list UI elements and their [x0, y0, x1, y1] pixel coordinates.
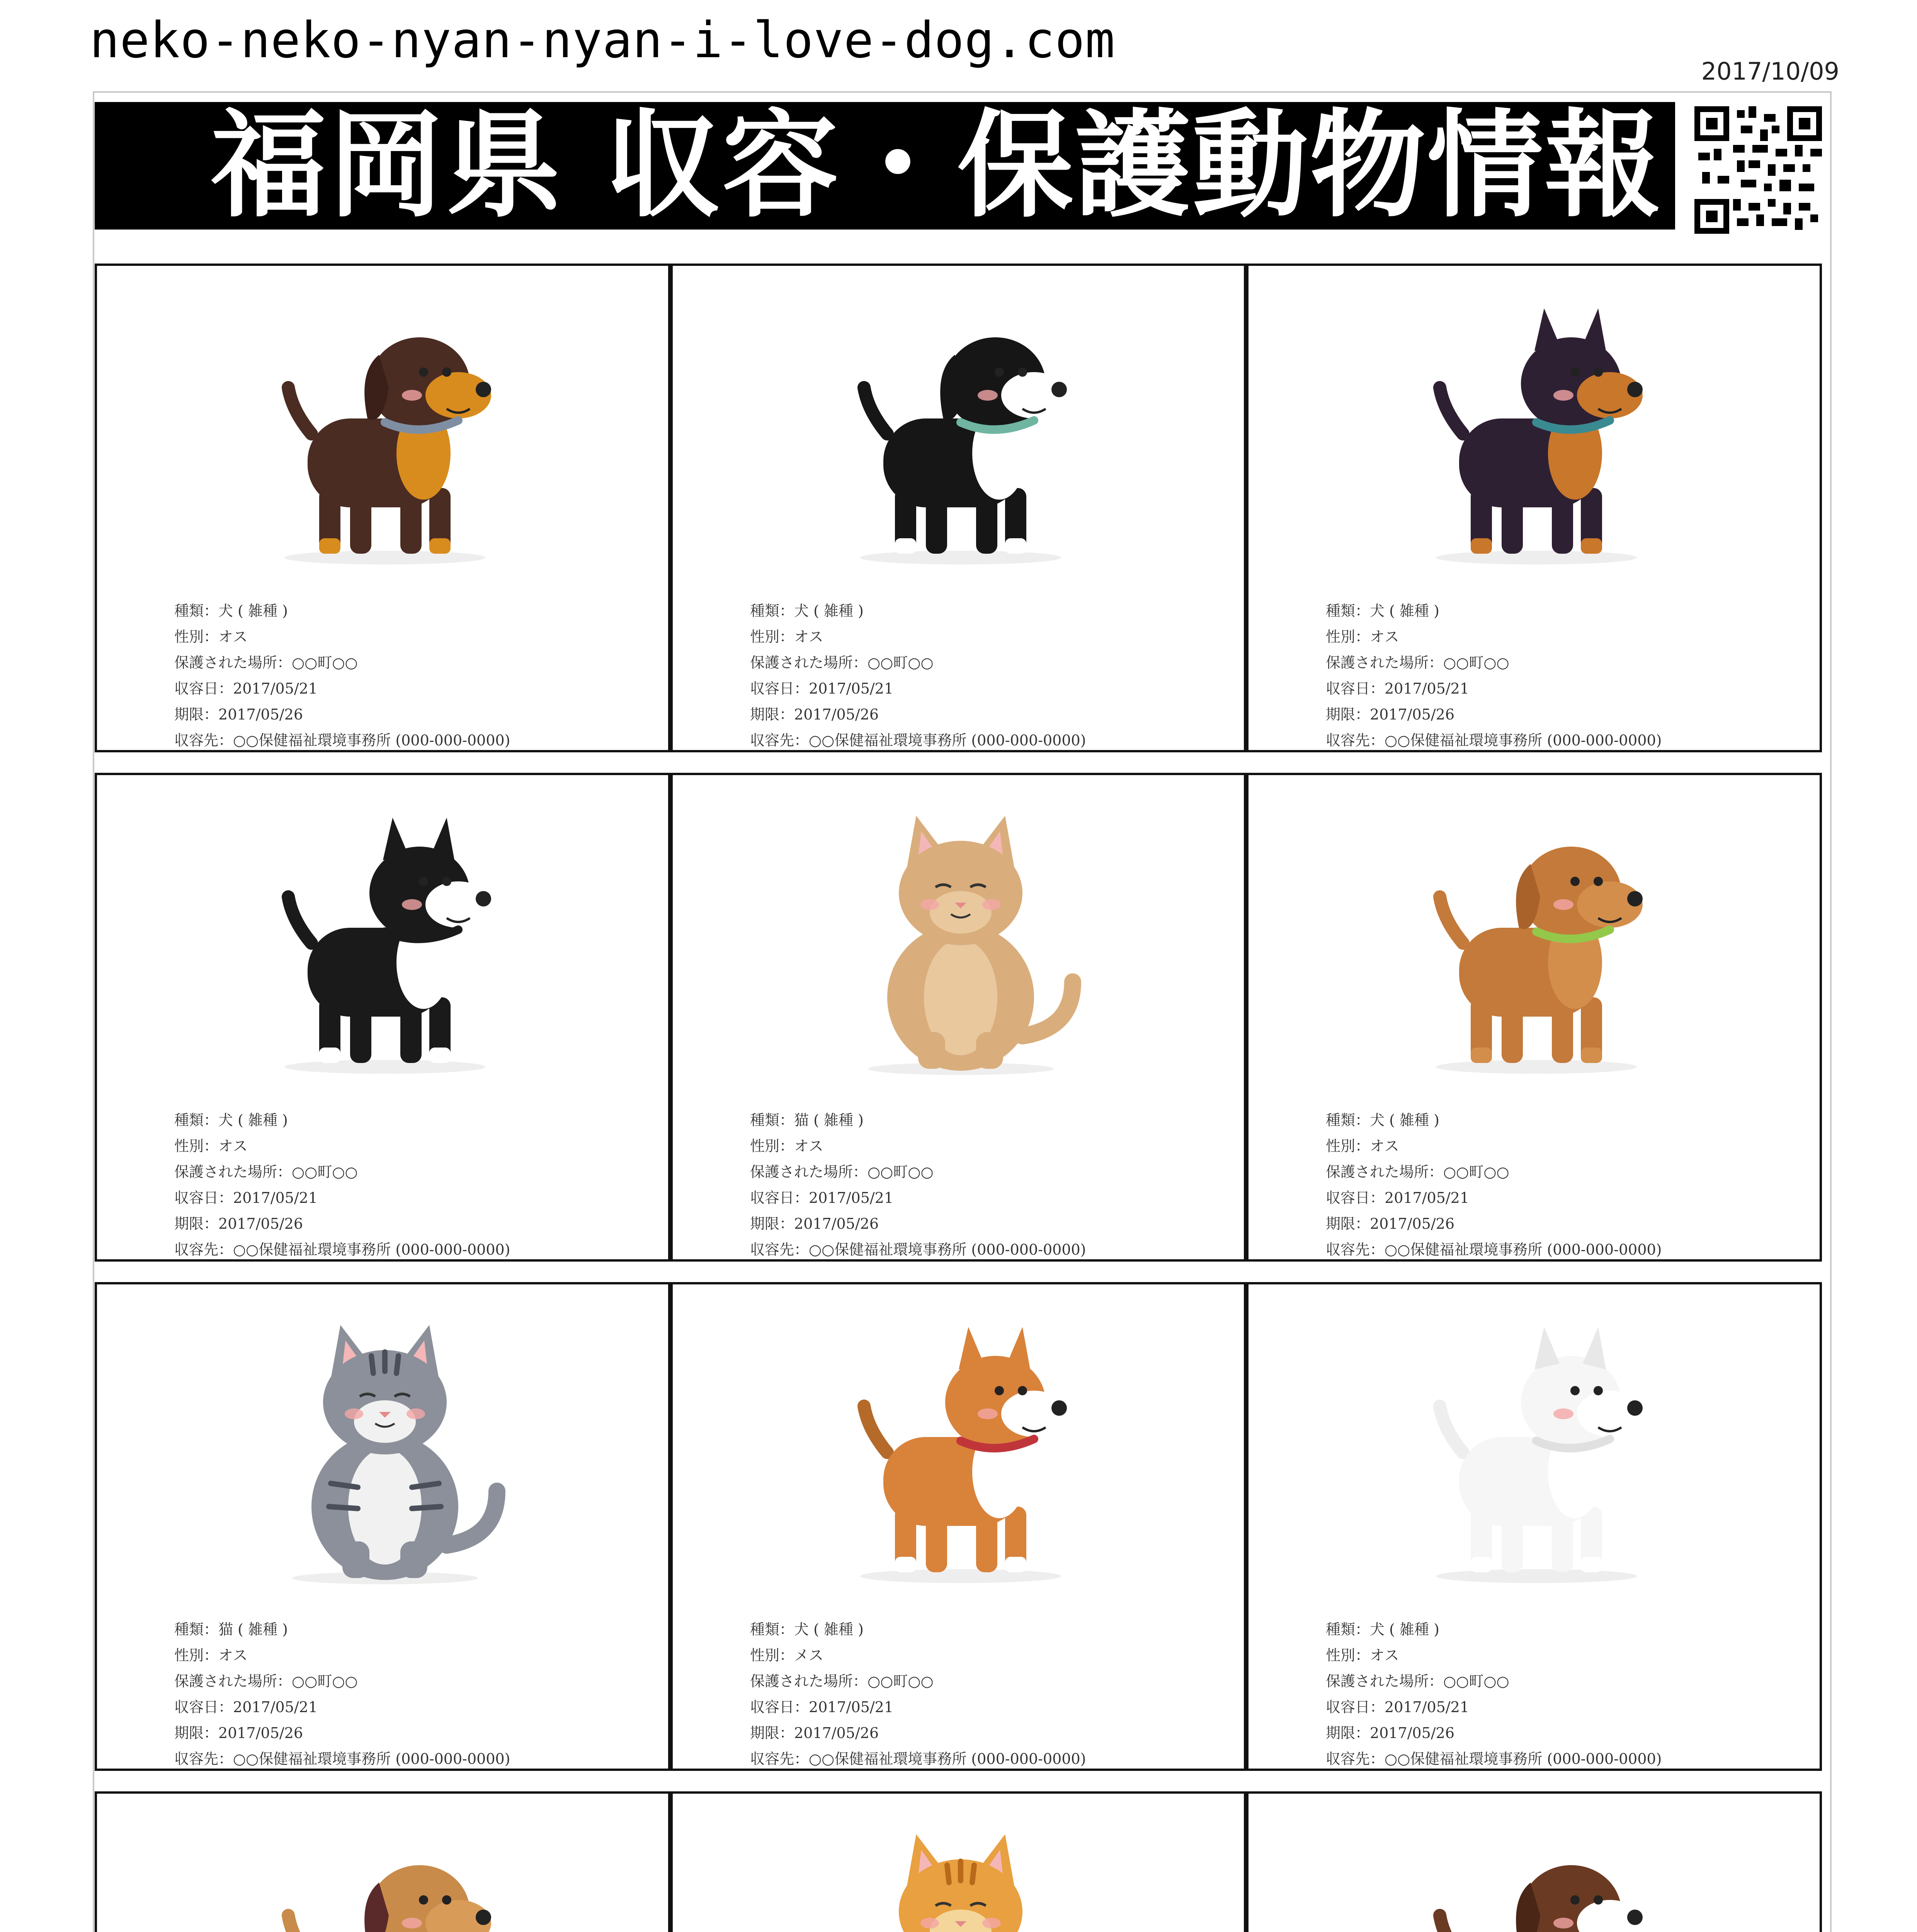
info-label: 種類： [174, 1621, 219, 1638]
info-place [750, 650, 1241, 676]
animal-card [670, 1791, 1246, 1932]
info-species [174, 1617, 665, 1643]
info-species [1326, 598, 1817, 624]
info-value: ○○保健福祉環境事務所 (000-000-0000) [1385, 732, 1662, 749]
info-label: 性別： [174, 1647, 219, 1664]
info-value: 2017/05/26 [218, 1725, 303, 1742]
info-contact [174, 1746, 665, 1772]
info-label: 収容先： [750, 732, 809, 749]
animal-info [1326, 1107, 1817, 1263]
animal-info [750, 598, 1241, 753]
info-value: 猫 ( 雑種 ) [218, 1621, 288, 1638]
info-label: 性別： [750, 628, 794, 645]
info-label: 期限： [1326, 706, 1370, 723]
info-sex [174, 1643, 665, 1668]
info-label: 性別： [750, 1138, 794, 1155]
boston-terrier-illustration [230, 781, 539, 1082]
info-deadline [1326, 1720, 1817, 1746]
animal-info [174, 1107, 665, 1263]
info-species [1326, 1617, 1817, 1643]
info-place [750, 1668, 1241, 1694]
info-value: メス [794, 1647, 824, 1664]
animal-card [95, 773, 670, 1262]
info-value: ○○保健福祉環境事務所 (000-000-0000) [809, 1241, 1086, 1258]
info-deadline [750, 1211, 1241, 1237]
animal-info [1326, 1617, 1817, 1772]
info-intake [750, 1185, 1241, 1211]
animal-info [750, 1617, 1241, 1772]
info-value: 犬 ( 雑種 ) [1370, 1112, 1439, 1129]
info-value: ○○保健福祉環境事務所 (000-000-0000) [1385, 1750, 1662, 1767]
info-label: 期限： [1326, 1725, 1370, 1742]
basset-hound-illustration [1382, 1799, 1691, 1932]
info-intake [1326, 1185, 1817, 1211]
info-value: ○○保健福祉環境事務所 (000-000-0000) [809, 1750, 1086, 1767]
info-value: 犬 ( 雑種 ) [1370, 602, 1439, 619]
info-value: ○○町○○ [292, 1163, 358, 1180]
info-place [1326, 650, 1817, 676]
info-sex [1326, 1133, 1817, 1159]
info-value: ○○保健福祉環境事務所 (000-000-0000) [233, 1241, 510, 1258]
info-label: 種類： [1326, 1621, 1370, 1638]
info-label: 保護された場所： [1326, 1163, 1444, 1180]
info-label: 収容先： [174, 732, 233, 749]
info-sex [1326, 624, 1817, 650]
info-value: 2017/05/26 [794, 1725, 879, 1742]
info-species [1326, 1107, 1817, 1133]
info-value: 犬 ( 雑種 ) [218, 602, 288, 619]
animal-card [1246, 773, 1822, 1262]
info-label: 収容先： [1326, 732, 1385, 749]
info-place [174, 650, 665, 676]
info-label: 性別： [1326, 628, 1370, 645]
info-label: 保護された場所： [750, 1163, 868, 1180]
info-label: 種類： [750, 1112, 794, 1129]
info-value: オス [1370, 628, 1399, 645]
animal-card [95, 1791, 670, 1932]
info-label: 性別： [1326, 1647, 1370, 1664]
info-intake [174, 676, 665, 702]
info-value: 2017/05/21 [233, 1699, 318, 1716]
info-value: ○○町○○ [292, 654, 358, 671]
info-label: 収容日： [174, 680, 233, 697]
info-species [174, 598, 665, 624]
info-deadline [174, 1720, 665, 1746]
animal-info [750, 1107, 1241, 1263]
animal-card [1246, 1282, 1822, 1771]
info-label: 性別： [174, 1138, 219, 1155]
info-value: オス [218, 1138, 248, 1155]
rottweiler-illustration [230, 272, 539, 573]
info-intake [750, 1694, 1241, 1720]
info-sex [174, 1133, 665, 1159]
info-label: 保護された場所： [174, 654, 292, 671]
info-label: 性別： [1326, 1138, 1370, 1155]
info-value: 2017/05/26 [218, 706, 303, 723]
info-contact [1326, 728, 1817, 753]
info-value: 2017/05/21 [233, 1189, 318, 1206]
info-value: ○○町○○ [1443, 654, 1509, 671]
info-species [750, 1617, 1241, 1643]
info-value: 犬 ( 雑種 ) [794, 1621, 864, 1638]
info-label: 期限： [750, 1725, 794, 1742]
info-value: ○○町○○ [1443, 1673, 1509, 1690]
info-deadline [1326, 702, 1817, 728]
page-title: 福岡県 収容・保護動物情報 [95, 102, 1675, 230]
info-label: 保護された場所： [750, 654, 868, 671]
info-value: 2017/05/21 [809, 680, 894, 697]
info-intake [1326, 1694, 1817, 1720]
info-value: 2017/05/26 [794, 706, 879, 723]
info-label: 収容先： [1326, 1241, 1385, 1258]
info-contact [750, 1746, 1241, 1772]
info-value: 犬 ( 雑種 ) [1370, 1621, 1439, 1638]
info-place [1326, 1159, 1817, 1185]
info-label: 期限： [1326, 1215, 1370, 1232]
info-value: オス [218, 1647, 248, 1664]
info-place [1326, 1668, 1817, 1694]
info-value: オス [794, 628, 823, 645]
info-label: 期限： [174, 706, 219, 723]
info-label: 種類： [1326, 1112, 1370, 1129]
info-value: 2017/05/26 [1370, 706, 1455, 723]
brown-floppy-ear-dog-illustration [230, 1799, 539, 1932]
info-sex [750, 1133, 1241, 1159]
info-label: 収容日： [174, 1699, 233, 1716]
info-label: 保護された場所： [1326, 654, 1444, 671]
info-label: 期限： [174, 1725, 219, 1742]
info-value: 2017/05/21 [1385, 1699, 1470, 1716]
info-deadline [750, 1720, 1241, 1746]
akita-dog-illustration [806, 1290, 1115, 1592]
info-value: 2017/05/21 [1385, 1189, 1470, 1206]
info-sex [750, 624, 1241, 650]
info-label: 期限： [750, 1215, 794, 1232]
animal-card [670, 1282, 1246, 1771]
info-value: 2017/05/26 [1370, 1725, 1455, 1742]
info-label: 収容日： [174, 1189, 233, 1206]
samoyed-illustration [1382, 1290, 1691, 1592]
animal-card [95, 264, 670, 752]
info-value: ○○保健福祉環境事務所 (000-000-0000) [809, 732, 1086, 749]
info-sex [1326, 1643, 1817, 1668]
info-place [174, 1668, 665, 1694]
info-label: 保護された場所： [174, 1673, 292, 1690]
info-contact [174, 728, 665, 753]
qr-code-icon [1694, 106, 1822, 234]
info-label: 性別： [750, 1647, 794, 1664]
info-value: 2017/05/21 [809, 1699, 894, 1716]
info-deadline [174, 702, 665, 728]
info-label: 保護された場所： [1326, 1673, 1444, 1690]
info-deadline [174, 1211, 665, 1237]
info-label: 保護された場所： [750, 1673, 868, 1690]
info-label: 種類： [174, 602, 219, 619]
info-intake [750, 676, 1241, 702]
animal-card [1246, 264, 1822, 752]
animal-card [670, 773, 1246, 1262]
info-contact [1326, 1746, 1817, 1772]
animal-info [1326, 598, 1817, 753]
info-species [750, 1107, 1241, 1133]
print-date: 2017/10/09 [1701, 57, 1839, 85]
info-label: 種類： [1326, 602, 1370, 619]
info-value: オス [794, 1138, 823, 1155]
info-value: 2017/05/26 [794, 1215, 879, 1232]
info-label: 収容日： [1326, 1189, 1385, 1206]
info-species [174, 1107, 665, 1133]
info-value: オス [218, 628, 248, 645]
animal-card [1246, 1791, 1822, 1932]
animal-info [174, 598, 665, 753]
info-label: 期限： [174, 1215, 219, 1232]
info-species [750, 598, 1241, 624]
info-label: 収容日： [750, 1699, 809, 1716]
info-label: 収容先： [750, 1750, 809, 1767]
info-label: 性別： [174, 628, 219, 645]
info-label: 収容日： [750, 680, 809, 697]
info-place [174, 1159, 665, 1185]
doberman-illustration [1382, 272, 1691, 573]
info-value: 犬 ( 雑種 ) [794, 602, 864, 619]
info-value: ○○町○○ [292, 1673, 358, 1690]
info-value: オス [1370, 1138, 1399, 1155]
bernese-mountain-dog-illustration [806, 272, 1115, 573]
info-label: 期限： [750, 706, 794, 723]
info-value: 猫 ( 雑種 ) [794, 1112, 864, 1129]
info-label: 収容先： [1326, 1750, 1385, 1767]
info-value: ○○町○○ [867, 654, 934, 671]
info-value: ○○保健福祉環境事務所 (000-000-0000) [233, 1750, 510, 1767]
info-value: 2017/05/21 [1385, 680, 1470, 697]
info-intake [174, 1694, 665, 1720]
info-intake [174, 1185, 665, 1211]
info-sex [750, 1643, 1241, 1668]
info-sex [174, 624, 665, 650]
info-contact [174, 1237, 665, 1263]
info-label: 種類： [750, 1621, 794, 1638]
animal-card [95, 1282, 670, 1771]
animal-grid [95, 264, 1822, 1932]
info-deadline [750, 702, 1241, 728]
animal-card [670, 264, 1246, 752]
info-label: 収容先： [750, 1241, 809, 1258]
info-contact [750, 1237, 1241, 1263]
info-label: 収容日： [1326, 1699, 1385, 1716]
info-contact [1326, 1237, 1817, 1263]
info-value: 2017/05/21 [233, 680, 318, 697]
info-deadline [1326, 1211, 1817, 1237]
info-intake [1326, 676, 1817, 702]
info-label: 収容日： [750, 1189, 809, 1206]
info-label: 種類： [750, 602, 794, 619]
info-value: ○○保健福祉環境事務所 (000-000-0000) [1385, 1241, 1662, 1258]
info-value: ○○町○○ [867, 1163, 934, 1180]
info-label: 収容先： [174, 1750, 233, 1767]
info-place [750, 1159, 1241, 1185]
exotic-shorthair-cat-illustration [806, 781, 1115, 1082]
info-value: ○○町○○ [867, 1673, 934, 1690]
info-value: ○○保健福祉環境事務所 (000-000-0000) [233, 732, 510, 749]
info-label: 収容日： [1326, 680, 1385, 697]
info-value: 2017/05/21 [809, 1189, 894, 1206]
orange-tabby-cat-illustration [806, 1799, 1115, 1932]
info-value: 犬 ( 雑種 ) [218, 1112, 288, 1129]
info-value: 2017/05/26 [1370, 1215, 1455, 1232]
site-url: neko-neko-nyan-nyan-i-love-dog.com [90, 12, 1116, 69]
info-label: 種類： [174, 1112, 219, 1129]
maine-coon-cat-illustration [230, 1290, 539, 1592]
info-value: オス [1370, 1647, 1399, 1664]
brussels-griffon-illustration [1382, 781, 1691, 1082]
info-label: 収容先： [174, 1241, 233, 1258]
animal-info [174, 1617, 665, 1772]
info-value: ○○町○○ [1443, 1163, 1509, 1180]
info-label: 保護された場所： [174, 1163, 292, 1180]
info-value: 2017/05/26 [218, 1215, 303, 1232]
info-contact [750, 728, 1241, 753]
